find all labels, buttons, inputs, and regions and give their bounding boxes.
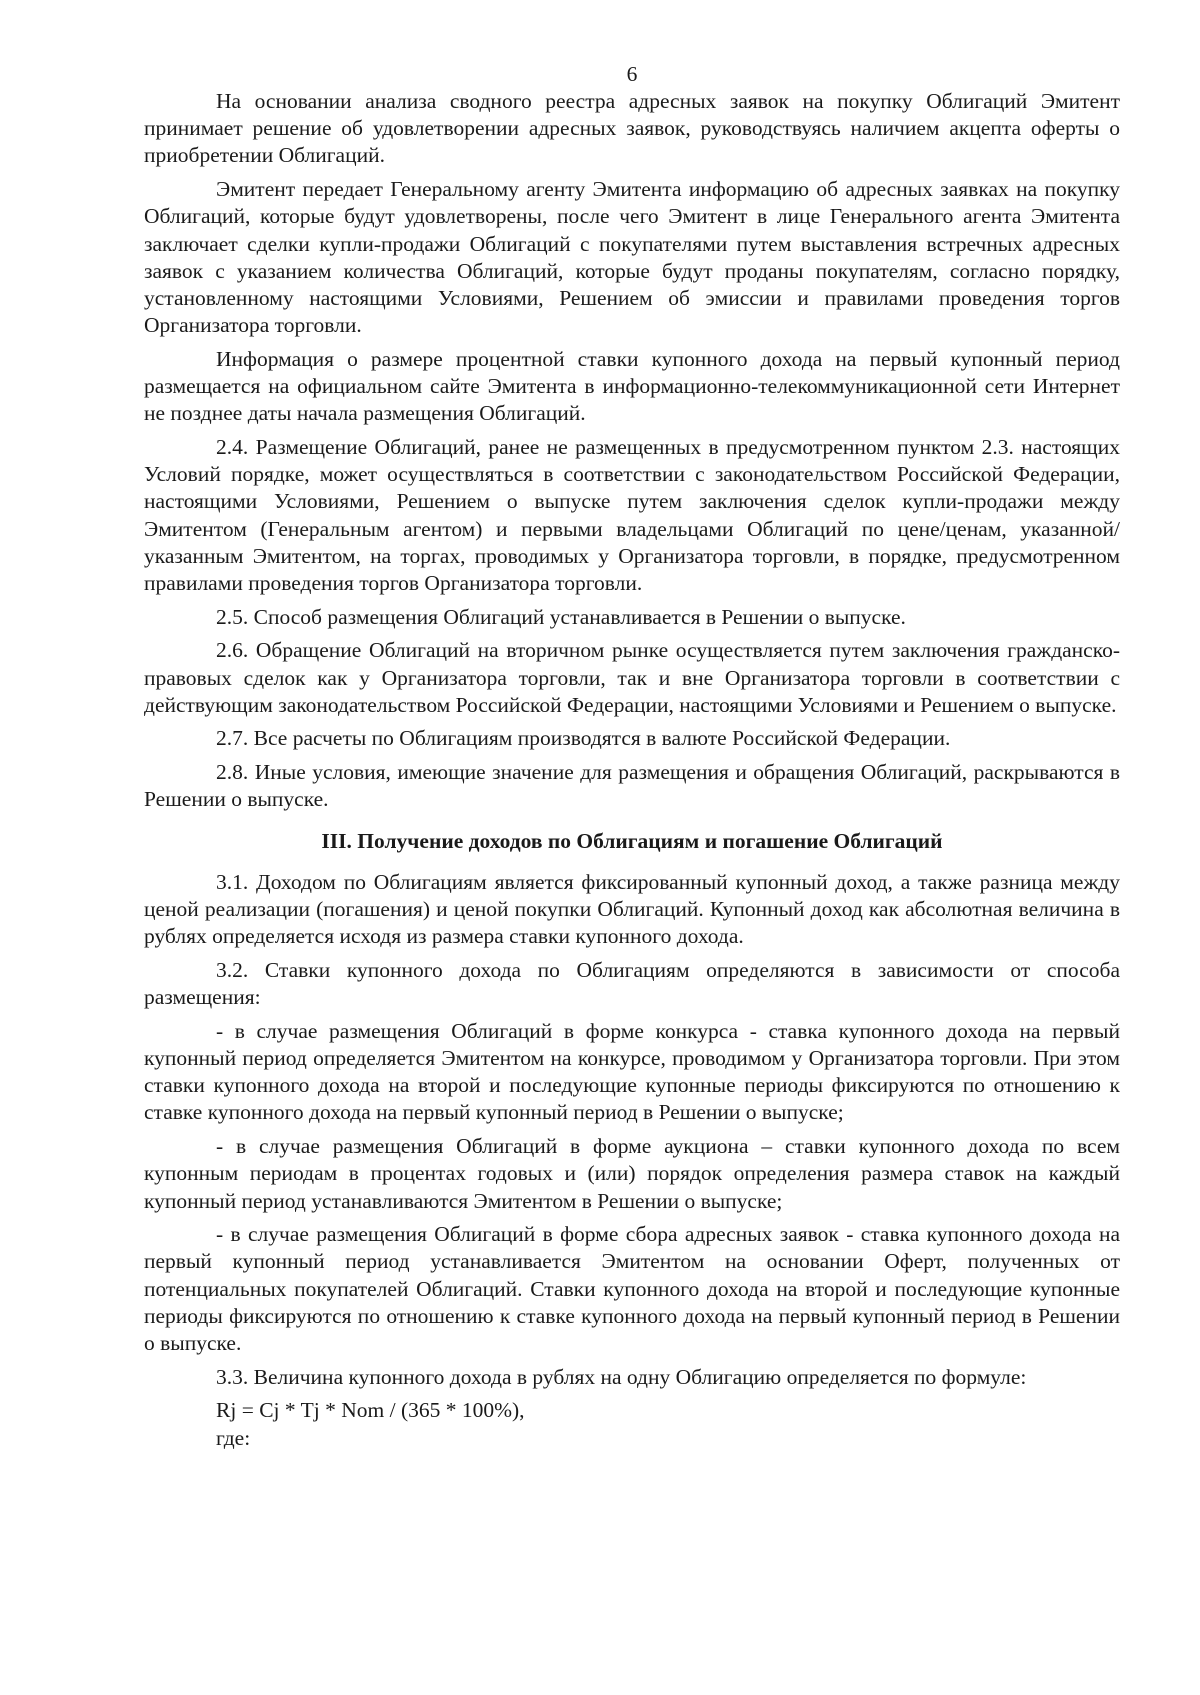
paragraph-2-7: 2.7. Все расчеты по Облигациям производятся в валюте Российской Федерации. (216, 726, 951, 751)
paragraph-3-1: 3.1. Доходом по Облигациям является фиксированный купонный доход, а также разница между ценой реализации (погашения) и ценой покупки Облигаций. Купонный доход как абсолютная величина в рублях определяется исходя из размера ставки купонного дохода. (144, 869, 1120, 949)
paragraph-address-orders-analysis: На основании анализа сводного реестра адресных заявок на покупку Облигаций Эмитент принимает решение об удовлетворении адресных заявок, руководствуясь наличием акцепта оферты о приобретении Облигаций. (144, 89, 1120, 168)
page-number: 6 (626, 62, 638, 86)
paragraph-3-3: 3.3. Величина купонного дохода в рублях на одну Облигацию определяется по формуле: (216, 1364, 1027, 1389)
coupon-formula: Rj = Cj * Tj * Nom / (365 * 100%), (216, 1398, 525, 1423)
page-content (144, 62, 1120, 1452)
formula-where-label: где: (216, 1425, 251, 1450)
paragraph-general-agent-info: Эмитент передает Генеральному агенту Эмитента информацию об адресных заявках на покупку Облигаций, которые будут удовлетворены, после чего Эмитент в лице Генерального агента Эмитента заключает сделки купли-продажи Облигаций с покупателями путем выставления встречных адресных заявок с указанием количества Облигаций, которые будут проданы покупателям, согласно порядку, установленному настоящими Условиями, Решением об эмиссии и правилами проведения торгов Организатора торговли. (144, 177, 1120, 338)
paragraph-3-2: 3.2. Ставки купонного дохода по Облигациям определяются в зависимости от способа размещения: (144, 957, 1120, 1010)
list-item-auction: - в случае размещения Облигаций в форме аукциона – ставки купонного дохода по всем купонным периодам в процентах годовых и (или) порядок определения размера ставок на каждый купонный период устанавливаются Эмитентом в Решении о выпуске; (144, 1134, 1120, 1213)
paragraph-coupon-rate-info: Информация о размере процентной ставки купонного дохода на первый купонный период размещается на официальном сайте Эмитента в информационно-телекоммуникационной сети Интернет не позднее даты начала размещения Облигаций. (144, 346, 1120, 426)
paragraph-2-8: 2.8. Иные условия, имеющие значение для размещения и обращения Облигаций, раскрываются в Решении о выпуске. (144, 760, 1120, 812)
paragraph-2-5: 2.5. Способ размещения Облигаций устанавливается в Решении о выпуске. (216, 604, 906, 629)
paragraph-2-6: 2.6. Обращение Облигаций на вторичном рынке осуществляется путем заключения гражданско-правовых сделок как у Организатора торговли, так и вне Организатора торговли в соответствии с действующим законодательством Российской Федерации, настоящими Условиями и Решением о выпуске. (144, 638, 1120, 717)
section-heading-3: III. Получение доходов по Облигациям и погашение Облигаций (321, 828, 943, 853)
paragraph-2-4: 2.4. Размещение Облигаций, ранее не размещенных в предусмотренном пунктом 2.3. настоящих Условий порядке, может осуществляться в соответствии с законодательством Российской Федерации, настоящими Условиями, Решением о выпуске путем заключения сделок купли-продажи между Эмитентом (Генеральным агентом) и первыми владельцами Облигаций по цене/ценам, указанной/указанным Эмитентом, на торгах, проводимых у Организатора торговли, в порядке, предусмотренном правилами проведения торгов Организатора торговли. (144, 434, 1120, 595)
list-item-book-building: - в случае размещения Облигаций в форме сбора адресных заявок - ставка купонного дохода на первый купонный период устанавливается Эмитентом на основании Оферт, полученных от потенциальных покупателей Облигаций. Ставки купонного дохода на второй и последующие купонные периоды фиксируются по отношению к ставке купонного дохода на первый купонный период в Решении о выпуске. (144, 1222, 1120, 1356)
list-item-contest: - в случае размещения Облигаций в форме конкурса - ставка купонного дохода на первый купонный период определяется Эмитентом на конкурсе, проводимом у Организатора торговли. При этом ставки купонного дохода на второй и последующие купонные периоды фиксируются по отношению к ставке купонного дохода на первый купонный период в Решении о выпуске; (144, 1018, 1120, 1125)
